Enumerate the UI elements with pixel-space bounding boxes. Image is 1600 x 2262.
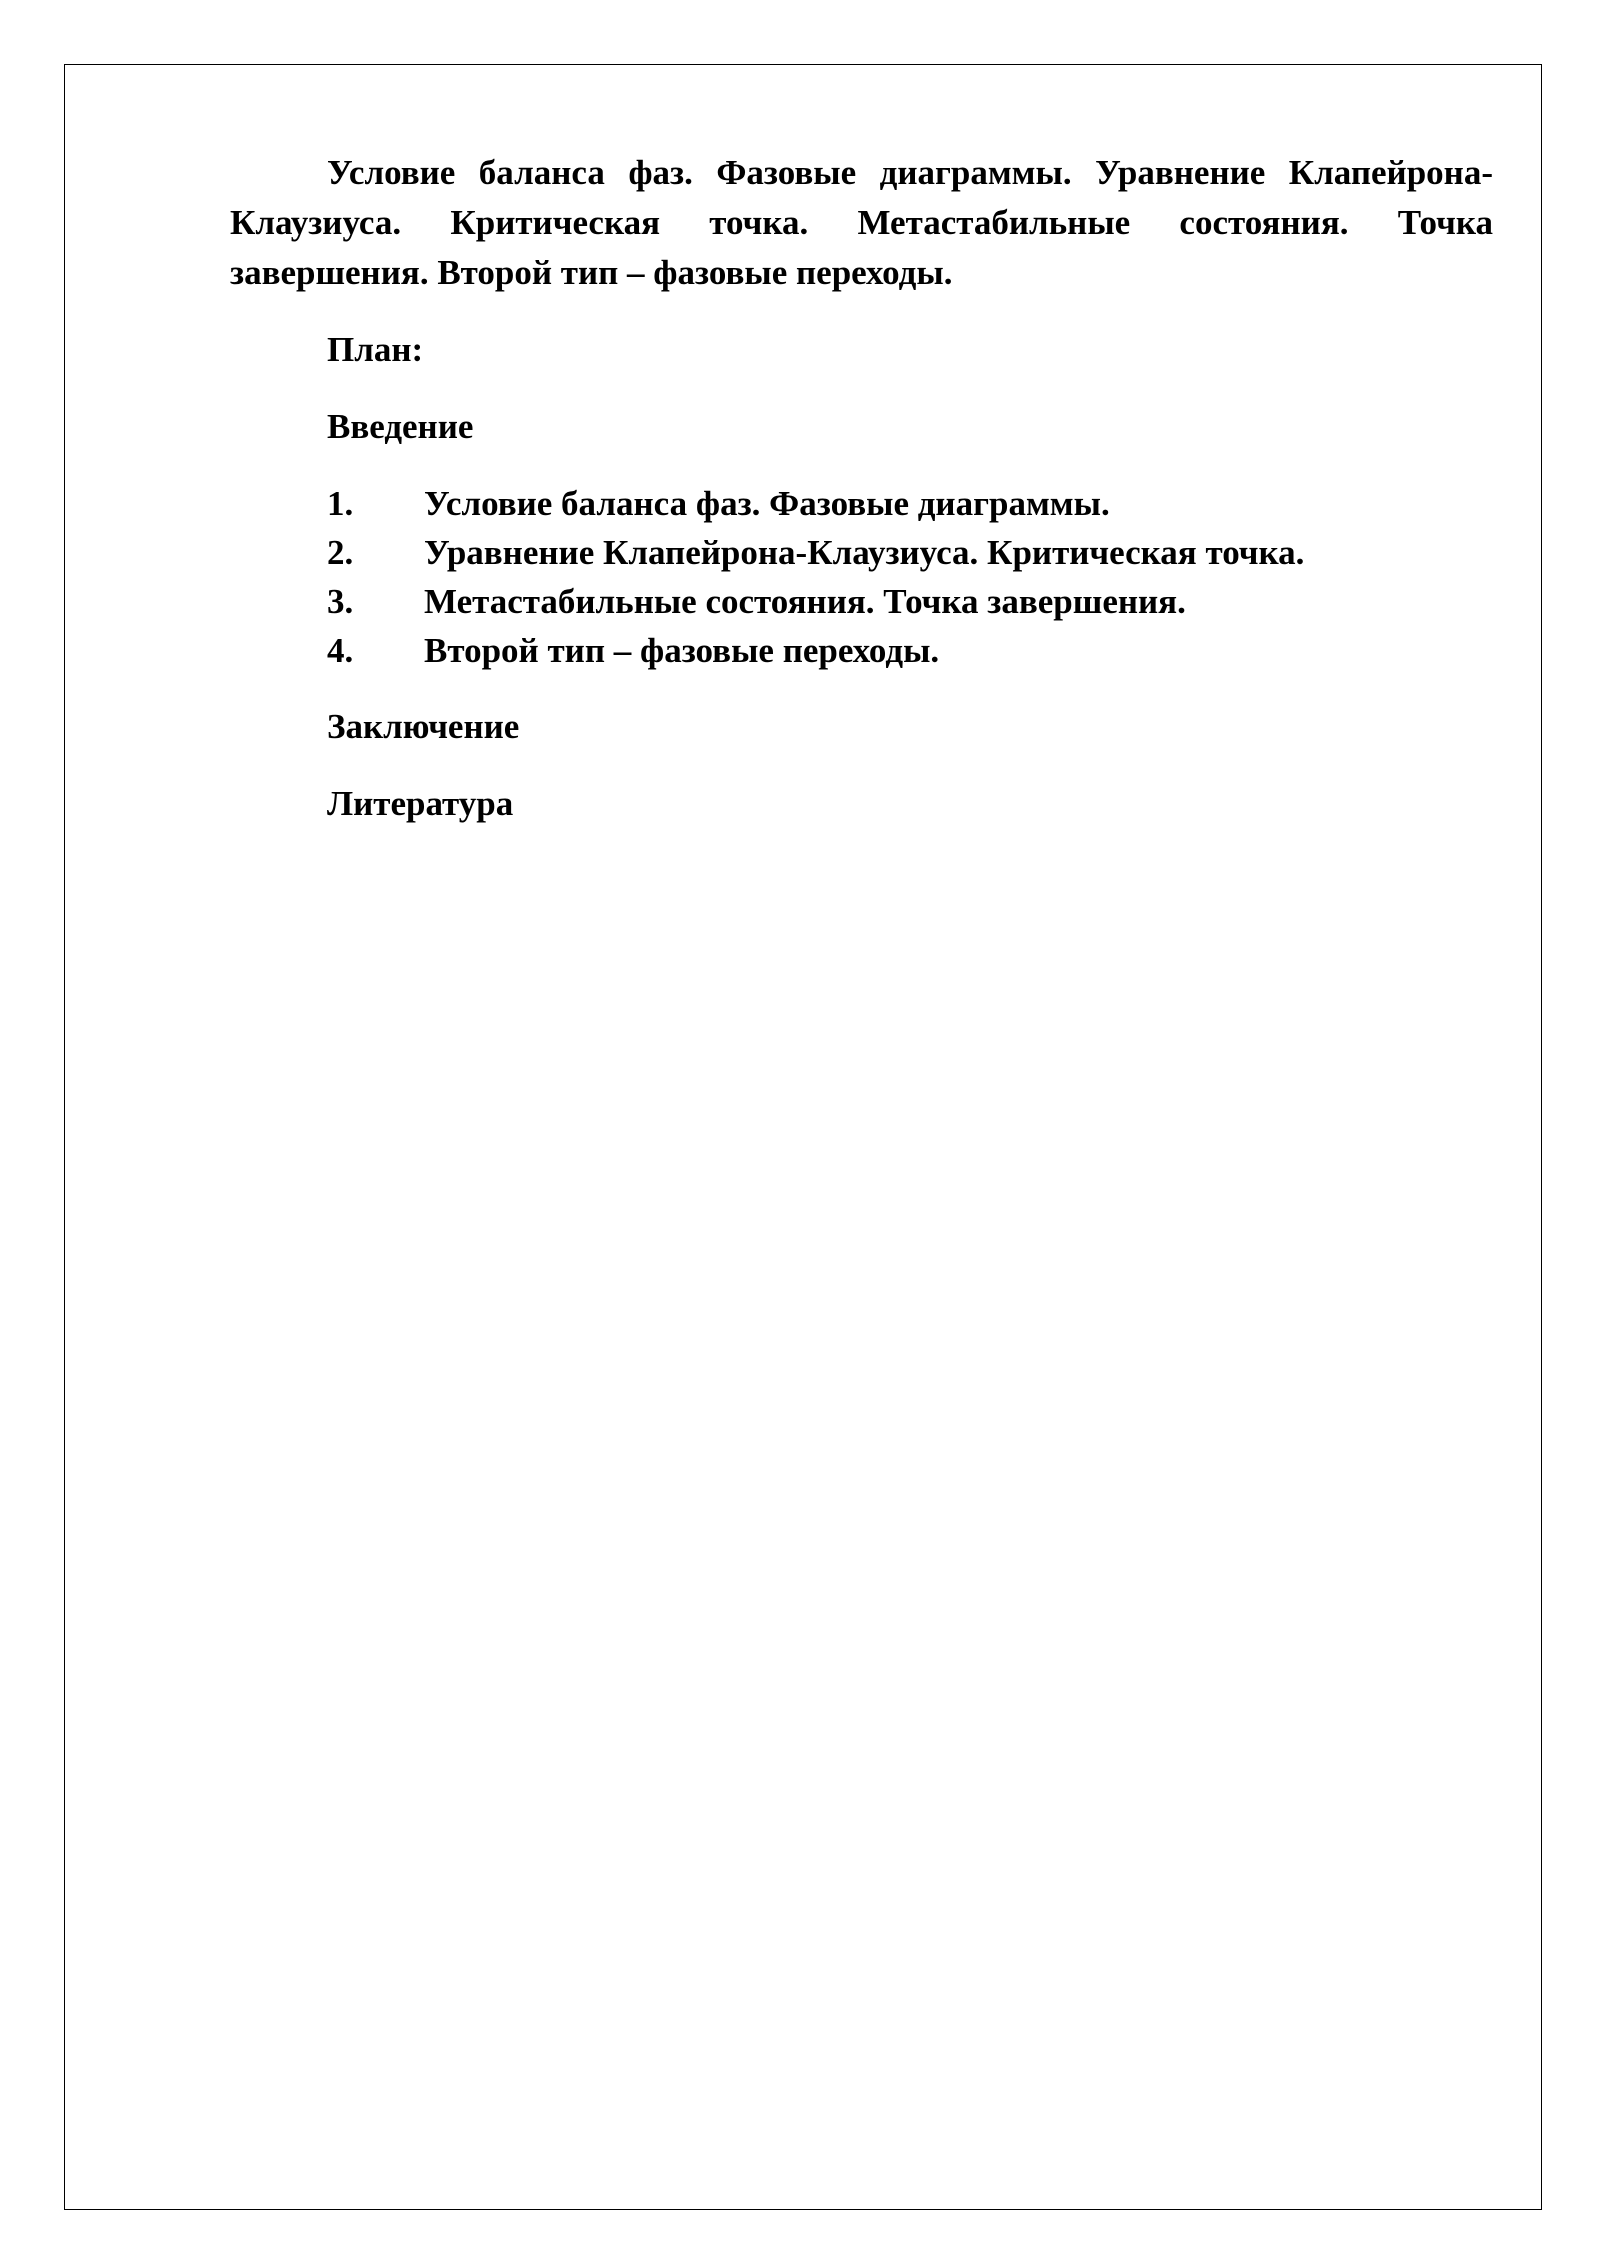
plan-list-item: [230, 577, 1493, 626]
conclusion-heading: Заключение: [327, 707, 520, 746]
intro-heading: Введение: [327, 407, 474, 446]
plan-item-text: Уравнение Клапейрона-Клаузиуса. Критическая точка.: [424, 533, 1305, 572]
plan-item-text: Второй тип – фазовые переходы.: [424, 631, 940, 670]
plan-list-item: [230, 528, 1493, 577]
plan-item-number: 1.: [327, 484, 354, 523]
plan-item-number: 4.: [327, 631, 354, 670]
plan-list-item: [230, 479, 1493, 528]
plan-heading: План:: [327, 330, 424, 369]
document-title: Условие баланса фаз. Фазовые диаграммы. Уравнение Клапейрона-Клаузиуса. Критическая точка. Метастабильные состояния. Точка завершения. Второй тип – фазовые переходы.: [230, 153, 1493, 292]
document-body: [230, 148, 1493, 829]
plan-item-number: 2.: [327, 533, 354, 572]
plan-list: [230, 479, 1493, 675]
plan-item-number: 3.: [327, 582, 354, 621]
literature-heading: Литература: [327, 784, 514, 823]
plan-list-item: [230, 626, 1493, 675]
plan-item-text: Условие баланса фаз. Фазовые диаграммы.: [424, 484, 1110, 523]
plan-item-text: Метастабильные состояния. Точка завершения.: [424, 582, 1186, 621]
